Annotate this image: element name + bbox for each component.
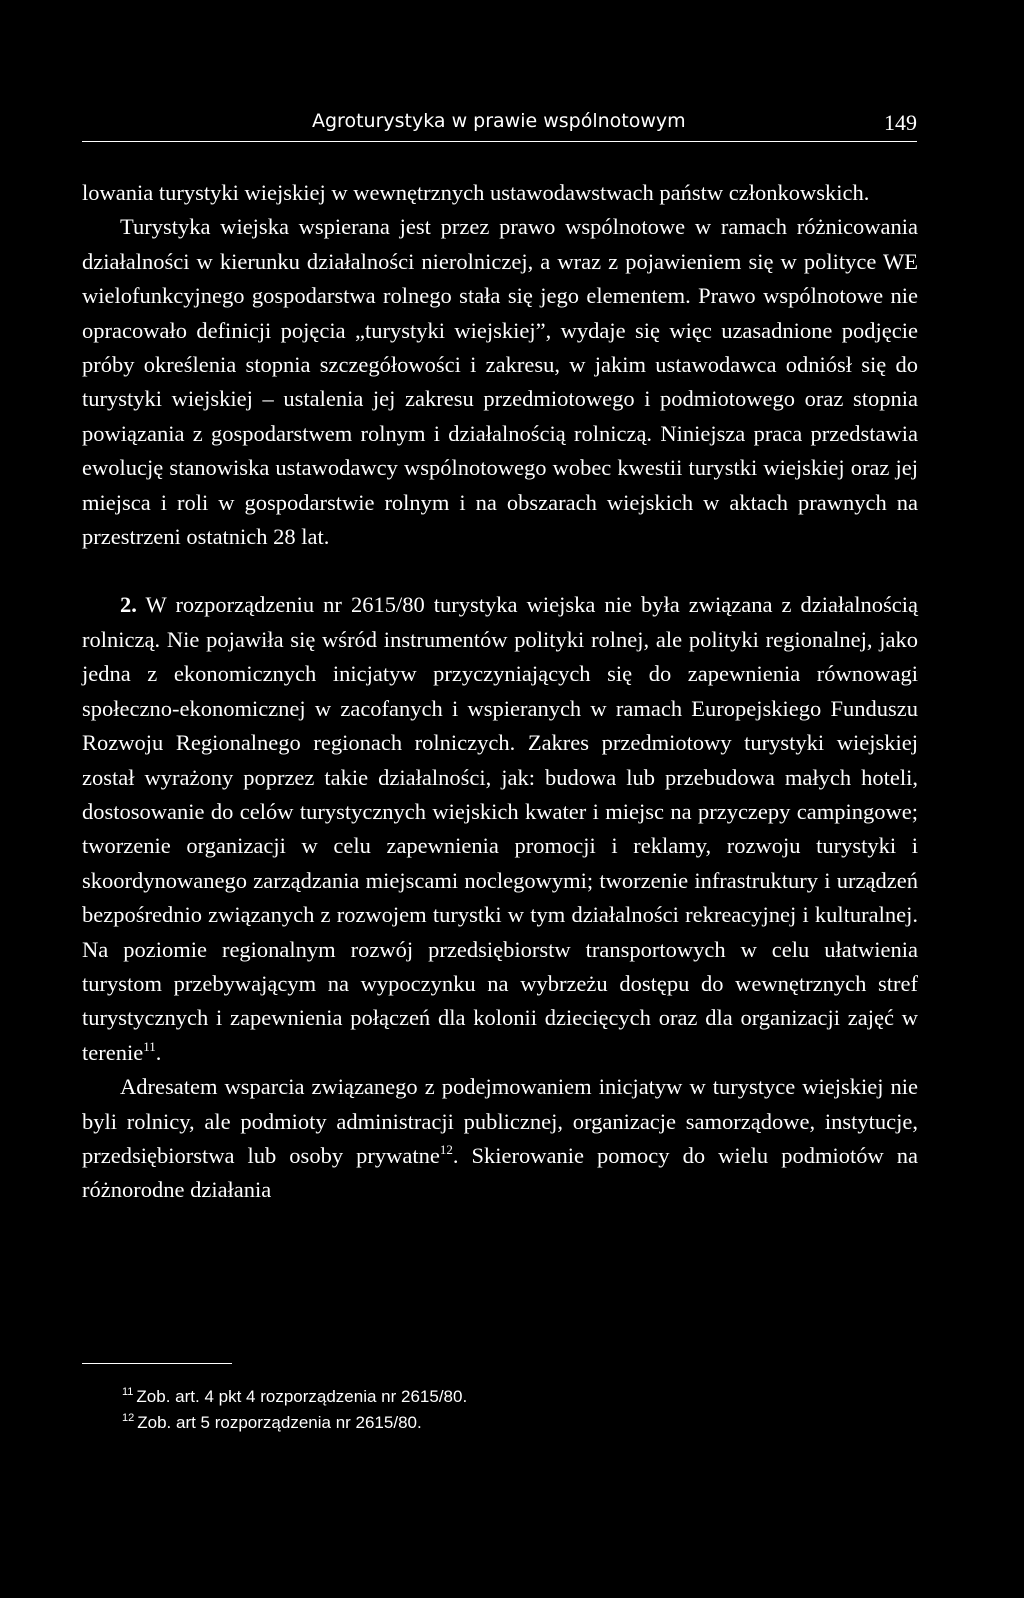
footnote-item (122, 1384, 912, 1410)
footnote-item (122, 1410, 912, 1436)
running-header-title: Agroturystyka w prawie wspólnotowym (312, 110, 686, 132)
body-text (82, 176, 918, 1208)
paragraph-text: W rozporządzeniu nr 2615/80 turystyka wiejska nie była związana z działalnością rolniczą. Nie pojawiła się wśród instrumentów polityki rolnej, ale polityki regionalnej, jako jedna z ekonomicznych inicjatyw przyczyniających się do zapewnienia równowagi społeczno-ekonomicznej w zacofanych i wspieranych w ramach Europejskiego Funduszu Rozwoju Regionalnego regionach rolniczych. Zakres przedmiotowy turystyki wiejskiej został wyrażony poprzez takie działalności, jak: budowa lub przebudowa małych hoteli, dostosowanie do celów turystycznych wiejskich kwater i miejsc na przyczepy campingowe; tworzenie organizacji w celu zapewnienia promocji i reklamy, rozwoju turystyki i skoordynowanego zarządzania miejscami noclegowymi; tworzenie infrastruktury i urządzeń bezpośrednio związanych z rozwojem turystki w tym działalności rekreacyjnej i kulturalnej. Na poziomie regionalnym rozwój przedsiębiorstw transportowych w celu ułatwienia turystom przebywającym na wypoczynku na wybrzeżu dostępu do wewnętrznych stref turystycznych i zapewnienia połączeń dla kolonii dziecięcych oraz dla organizacji zajęć w terenie (82, 592, 919, 1065)
section-number: 2. (120, 592, 137, 618)
footnote-text: Zob. art 5 rozporządzenia nr 2615/80. (137, 1413, 422, 1432)
footnote-mark: 11 (122, 1386, 134, 1398)
footnote-mark: 12 (122, 1412, 135, 1424)
paragraph-end: . (155, 1039, 162, 1065)
paragraph-continuation: lowania turystyki wiejskiej w wewnętrznych ustawodawstwach państw członkowskich. (82, 180, 870, 205)
header-rule (82, 141, 917, 142)
paragraph (82, 1070, 918, 1208)
footnote-reference[interactable]: 12 (439, 1141, 453, 1157)
running-header (82, 110, 917, 144)
paragraph-text: Adresatem wsparcia związanego z podejmowaniem inicjatyw w turystyce wiejskiej nie byli rolnicy, ale podmioty administracji publicznej, organizacje samorządowe, instytucje, przedsiębiorstwa lub osoby prywatne (82, 1074, 918, 1168)
page-number: 149 (884, 110, 917, 135)
paragraph: Turystyka wiejska wspierana jest przez prawo wspólnotowe w ramach różnicowania działalności w kierunku działalności nierolniczej, a wraz z pojawieniem się w polityce WE wielofunkcyjnego gospodarstwa rolnego stała się jego elementem. Prawo wspólnotowe nie opracowało definicji pojęcia „turystyki wiejskiej”, wydaje się więc uzasadnione podjęcie próby określenia stopnia szczegółowości i zakresu, w jakim ustawodawca odniósł się do turystyki wiejskiej – ustalenia jej zakresu przedmiotowego i podmiotowego oraz stopnia powiązania z gospodarstwem rolnym i działalnością rolniczą. Niniejsza praca przedstawia ewolucję stanowiska ustawodawcy wspólnotowego wobec kwestii turystki wiejskiej oraz jej miejsca i roli w gospodarstwie rolnym i na obszarach wiejskich w aktach prawnych na przestrzeni ostatnich 28 lat. (82, 214, 918, 550)
footnote-separator (82, 1363, 232, 1364)
footnote-reference[interactable]: 11 (143, 1038, 156, 1054)
paragraph-text-continued: . Skierowanie pomocy do wielu podmiotów na różnorodne działania (82, 1142, 918, 1203)
section-paragraph (82, 588, 918, 1070)
footnote-text: Zob. art. 4 pkt 4 rozporządzenia nr 2615/80. (136, 1387, 468, 1406)
footnotes (122, 1384, 912, 1436)
